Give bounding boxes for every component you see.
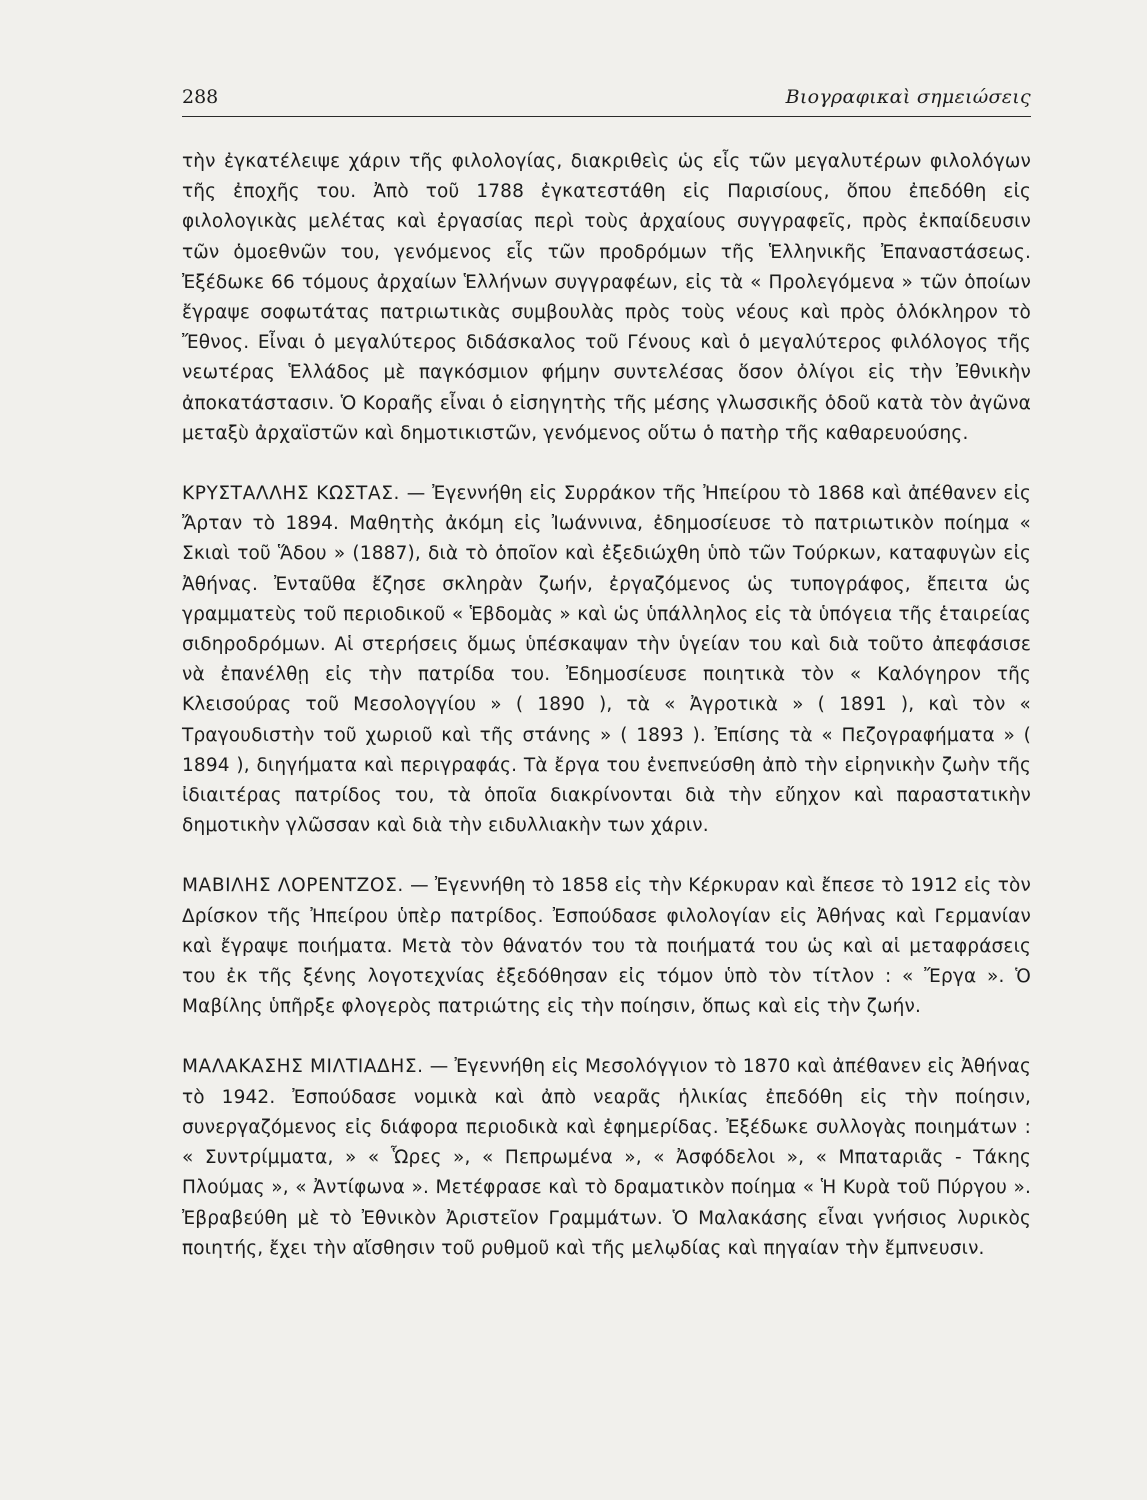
entry-name: ΜΑΛΑΚΑΣΗΣ ΜΙΛΤΙΑΔΗΣ.	[182, 1056, 424, 1078]
entry-krystallis	[182, 479, 1031, 841]
entry-text: — Ἐγεννήθη εἰς Μεσολόγγιον τὸ 1870 καὶ ἀπέθανεν εἰς Ἀθήνας τὸ 1942. Ἐσπούδασε νομικὰ καὶ ἀπὸ νεαρᾶς ἡλικίας ἐπεδόθη εἰς τὴν ποίησιν, συνεργαζόμενος εἰς διάφορα περιοδικὰ καὶ ἐφημερίδας. Ἐξέδωκε συλλογὰς ποιημάτων : « Συντρίμματα, » « Ὧρες », « Πεπρωμένα », « Ἀσφόδελοι », « Μπαταριᾶς - Τάκης Πλούμας », « Ἀντίφωνα ». Μετέφρασε καὶ τὸ δραματικὸν ποίημα « Ἡ Κυρὰ τοῦ Πύργου ». Ἐβραβεύθη μὲ τὸ Ἐθνικὸν Ἀριστεῖον Γραμμάτων. Ὁ Μαλακάσης εἶναι γνήσιος λυρικὸς ποιητής, ἔχει τὴν αἴσθησιν τοῦ ρυθμοῦ καὶ τῆς μελῳδίας καὶ πηγαίαν τὴν ἔμπνευσιν.	[182, 1056, 1031, 1259]
entry-text: — Ἐγεννήθη τὸ 1858 εἰς τὴν Κέρκυραν καὶ ἔπεσε τὸ 1912 εἰς τὸν Δρίσκον τῆς Ἠπείρου ὑπὲρ πατρίδος. Ἐσπούδασε φιλολογίαν εἰς Ἀθήνας καὶ Γερμανίαν καὶ ἔγραψε ποιήματα. Μετὰ τὸν θάνατόν του τὰ ποιήματά του ὡς καὶ αἱ μεταφράσεις του ἐκ τῆς ξένης λογοτεχνίας ἐξεδόθησαν εἰς τόμον ὑπὸ τὸν τίτλον : « Ἔργα ». Ὁ Μαβίλης ὑπῆρξε φλογερὸς πατριώτης εἰς τὴν ποίησιν, ὅπως καὶ εἰς τὴν ζωήν.	[182, 875, 1031, 1018]
book-page	[182, 86, 1031, 1264]
entry-text: — Ἐγεννήθη εἰς Συρράκον τῆς Ἠπείρου τὸ 1868 καὶ ἀπέθανεν εἰς Ἄρταν τὸ 1894. Μαθητὴς ἀκόμη εἰς Ἰωάννινα, ἐδημοσίευσε τὸ πατριωτικὸν ποίημα « Σκιαὶ τοῦ Ἅδου » (1887), διὰ τὸ ὁποῖον καὶ ἐξεδιώχθη ὑπὸ τῶν Τούρκων, καταφυγὼν εἰς Ἀθήνας. Ἐνταῦθα ἔζησε σκληρὰν ζωήν, ἐργαζόμενος ὡς τυπογράφος, ἔπειτα ὡς γραμματεὺς τοῦ περιοδικοῦ « Ἑβδομὰς » καὶ ὡς ὑπάλληλος εἰς τὰ ὑπόγεια τῆς ἑταιρείας σιδηροδρόμων. Αἱ στερήσεις ὅμως ὑπέσκαψαν τὴν ὑγείαν του καὶ διὰ τοῦτο ἀπεφάσισε νὰ ἐπανέλθῃ εἰς τὴν πατρίδα του. Ἐδημοσίευσε ποιητικὰ τὸν « Καλόγηρον τῆς Κλεισούρας τοῦ Μεσολογγίου » ( 1890 ), τὰ « Ἀγροτικὰ » ( 1891 ), καὶ τὸν « Τραγουδιστὴν τοῦ χωριοῦ καὶ τῆς στάνης » ( 1893 ). Ἐπίσης τὰ « Πεζογραφήματα » ( 1894 ), διηγήματα καὶ περιγραφάς. Τὰ ἔργα του ἐνεπνεύσθη ἀπὸ τὴν εἰρηνικὴν ζωὴν τῆς ἰδιαιτέρας πατρίδος του, τὰ ὁποῖα διακρίνονται διὰ τὴν εὔηχον καὶ παραστατικὴν δημοτικὴν γλῶσσαν καὶ διὰ τὴν ειδυλλιακὴν των χάριν.	[182, 483, 1031, 837]
paragraph-text: τὴν ἐγκατέλειψε χάριν τῆς φιλολογίας, διακριθεὶς ὡς εἷς τῶν μεγαλυτέρων φιλολόγων τῆς ἐποχῆς του. Ἀπὸ τοῦ 1788 ἐγκατεστάθη εἰς Παρισίους, ὅπου ἐπεδόθη εἰς φιλολογικὰς μελέτας καὶ ἐργασίας περὶ τοὺς ἀρχαίους συγγραφεῖς, πρὸς ἐκπαίδευσιν τῶν ὁμοεθνῶν του, γενόμενος εἷς τῶν προδρόμων τῆς Ἑλληνικῆς Ἐπαναστάσεως. Ἐξέδωκε 66 τόμους ἀρχαίων Ἑλλήνων συγγραφέων, εἰς τὰ « Προλεγόμενα » τῶν ὁποίων ἔγραψε σοφωτάτας πατριωτικὰς συμβουλὰς πρὸς τοὺς νέους καὶ πρὸς ὁλόκληρον τὸ Ἔθνος. Εἶναι ὁ μεγαλύτερος διδάσκαλος τοῦ Γένους καὶ ὁ μεγαλύτερος φιλόλογος τῆς νεωτέρας Ἑλλάδος μὲ παγκόσμιον φήμην συντελέσας ὅσον ὀλίγοι εἰς τὴν Ἐθνικὴν ἀποκατάστασιν. Ὁ Κοραῆς εἶναι ὁ εἰσηγητὴς τῆς μέσης γλωσσικῆς ὁδοῦ κατὰ τὸν ἀγῶνα μεταξὺ ἀρχαϊστῶν καὶ δημοτικιστῶν, γενόμενος οὕτω ὁ πατὴρ τῆς καθαρευούσης.	[182, 151, 1031, 444]
running-title: Βιογραφικαὶ σημειώσεις	[785, 86, 1031, 108]
continued-paragraph-korais	[182, 147, 1031, 449]
entry-name: ΜΑΒΙΛΗΣ ΛΟΡΕΝΤΖΟΣ.	[182, 875, 404, 897]
page-header	[182, 86, 1031, 117]
entry-malakasis	[182, 1052, 1031, 1263]
entry-name: ΚΡΥΣΤΑΛΛΗΣ ΚΩΣΤΑΣ.	[182, 483, 400, 505]
page-number: 288	[182, 86, 219, 108]
page-body	[182, 147, 1031, 1264]
entry-mavilis	[182, 871, 1031, 1022]
